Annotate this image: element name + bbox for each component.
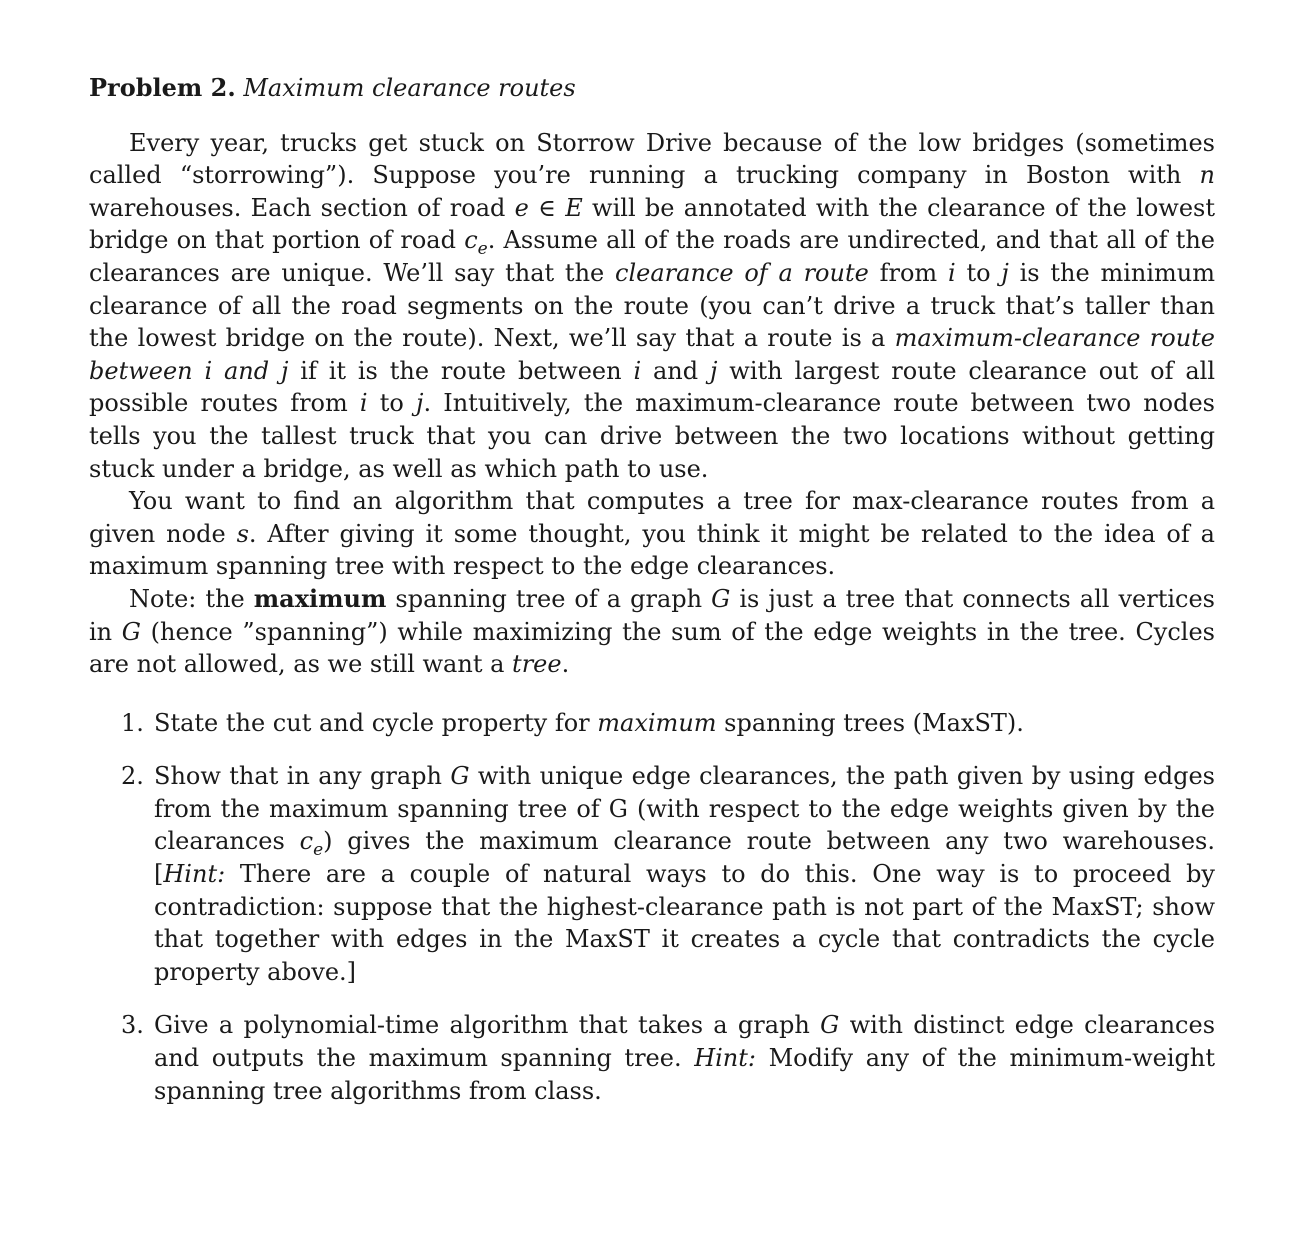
problem-heading	[89, 72, 1215, 105]
item-number: 1.	[121, 708, 144, 737]
problem-document	[89, 72, 1215, 1128]
paragraph-goal: You want to find an algorithm that computes a tree for max-clearance routes from a given node s. After giving it some thought, you think it might be related to the idea of a maximum spanning tree with respect to the edge clearances.	[89, 487, 1215, 581]
list-item: 2. Show that in any graph G with unique edge clearances, the path given by using edges from the maximum spanning tree of G (with respect to the edge weights given by the clearances $c_e$) gives the maximum clearance route between any two warehouses. [Hint: There are a couple of natural ways to do this. One way is to proceed by contradiction: suppose that the highest-clearance path is not part of the MaxST; show that together with edges in the MaxST it creates a cycle that contradicts the cycle property above.]	[121, 762, 1215, 986]
problem-title: Maximum clearance routes	[243, 74, 576, 102]
item-number: 2.	[121, 762, 144, 791]
item-number: 3.	[121, 1011, 144, 1040]
paragraph-intro: Every year, trucks get stuck on Storrow Drive because of the low bridges (sometimes called “storrowing”). Suppose you’re running a trucking company in Boston with n warehouses. Each section of road e ∈ E will be annotated with the clearance of the lowest bridge on that portion of road $c_e$. Assume all of the roads are undirected, and that all of the clearances are unique. We’ll say that the clearance of a route from i to j is the minimum clearance of all the road segments on the route (you can’t drive a truck that’s taller than the lowest bridge on the route). Next, we’ll say that a route is a maximum-clearance route between i and j if it is the route between i and j with largest route clearance out of all possible routes from i to j. Intuitively, the maximum-clearance route between two nodes tells you the tallest truck that you can drive between the two locations without getting stuck under a bridge, as well as which path to use.	[89, 128, 1216, 483]
list-item: 3. Give a polynomial-time algorithm that takes a graph G with distinct edge clearances and outputs the maximum spanning tree. Hint: Modify any of the minimum-weight spanning tree algorithms from class.	[121, 1011, 1216, 1105]
question-list	[89, 707, 1215, 1108]
problem-label: Problem 2.	[89, 73, 236, 102]
list-item: 1. State the cut and cycle property for maximum spanning trees (MaxST).	[154, 707, 1215, 740]
paragraph-note: Note: the maximum spanning tree of a graph G is just a tree that connects all vertices in G (hence ”spanning”) while maximizing the sum of the edge weights in the tree. Cycles are not allowed, as we still want a tree.	[89, 583, 1215, 679]
